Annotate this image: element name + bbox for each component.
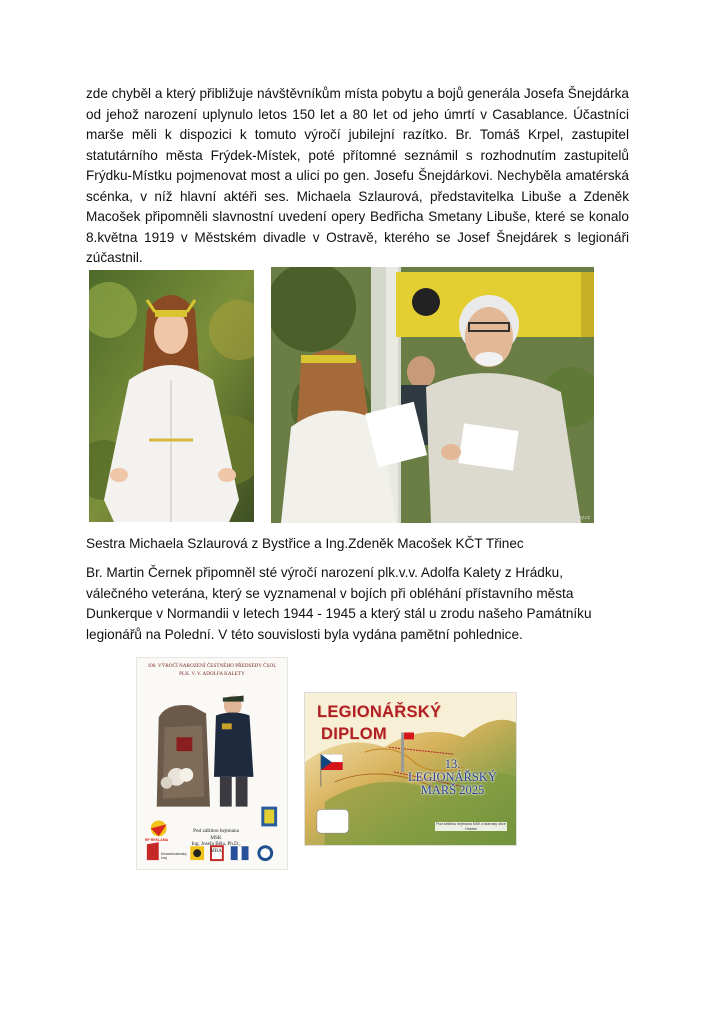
diploma-march-title [405, 758, 500, 797]
commemorative-postcard [136, 657, 288, 870]
diploma-march-line1: 13. LEGIONÁŘSKÝ [408, 757, 497, 784]
postcard-sponsor-logo: RP REKLAMA [145, 838, 169, 842]
legionnaire-diploma [304, 692, 517, 846]
postcard-patron [189, 828, 243, 854]
paragraph-kaleta-anniversary: Br. Martin Černek připomněl sté výročí narození plk.v.v. Adolfa Kalety z Hrádku, válečného veterána, který se vyznamenal v bojích při obléhání přístavního města Dunkerque v Normandii v letech 1944 - 1945 a který stál u zrodu našeho Památníku legionářů na Polední. V této souvislosti byla vydána pamětní pohlednice. [86, 565, 592, 642]
photo-libuse-scene [271, 267, 594, 523]
postcard-patron-line2: Ing. Josefa Běla, Ph.D., MBA [191, 841, 241, 854]
postcard-region-logo: Moravskoslezský kraj [161, 852, 187, 860]
photo-credit: lyzarsky.cz [565, 515, 590, 521]
diploma-title-line2: DIPLOM [321, 725, 387, 743]
postcard-title-line1: 100. VÝROČÍ NAROZENÍ ČESTNÉHO PŘEDSEDY ČSOL [147, 663, 277, 669]
postcard-title-line2: PLK. V. V. ADOLFA KALETY [179, 671, 245, 677]
photo-libuse-actress [89, 270, 254, 522]
diploma-title-line1: LEGIONÁŘSKÝ [317, 703, 442, 721]
paragraph-march-report: zde chyběl a který přibližuje návštěvníkům místa pobytu a bojů generála Josefa Šnejdárka od jehož narození uplynulo letos 150 let a 80 let od jeho úmrtí v Casablance. Účastníci marše měli k dispozici k tomuto výročí jubilejní razítko. Br. Tomáš Krpel, zastupitel statutárního města Frýdek-Místek, poté přítomné seznámil s rozhodnutím zastupitelů Frýdku-Místku pojmenovat most a ulici po gen. Josefu Šnejdárkovi. Nechyběla amatérská scénka, v níž hlavní aktéři ses. Michaela Szlaurová, představitelka Libuše a Zdeněk Macošek připomněli slavnostní uvedení opery Bedřicha Smetany Libuše, které se konalo 8.května 1919 v Městském divadle v Ostravě, kterého se Josef Šnejdárek s legionáři zúčastnil. [86, 86, 629, 265]
diploma-march-line2: MARŠ 2025 [420, 783, 485, 797]
postcard-patron-line1: Pod záštitou hejtmana MSK [193, 828, 239, 841]
diploma-note: Pod záštitou hejtmana MSK a starosty obce Hrádek [436, 822, 506, 831]
photo-caption: Sestra Michaela Szlaurová z Bystřice a Ing.Zdeněk Macošek KČT Třinec [86, 536, 524, 551]
